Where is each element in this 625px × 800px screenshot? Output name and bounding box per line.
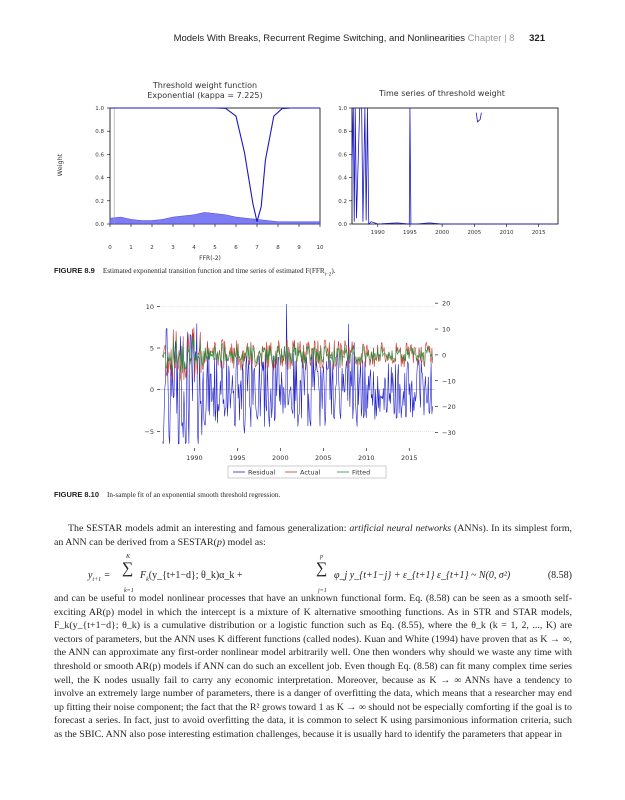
- paragraph-1: [54, 522, 572, 549]
- para1-part-a: The SESTAR models admit an interesting and famous generalization:: [68, 523, 350, 534]
- y-tick-label: 0.8: [338, 129, 347, 136]
- x-tick-label: 2010: [499, 230, 514, 236]
- right-panel-plot: [338, 106, 558, 236]
- eq-sum1: ∑: [122, 560, 134, 577]
- figure-8-10-caption-text: In-sample fit of an exponential smooth threshold regression.: [107, 491, 281, 499]
- eq-sum2-lower: j=1: [318, 588, 327, 594]
- figure-8-10-caption: [54, 490, 280, 499]
- y-tick-label: 1.0: [338, 106, 347, 112]
- eq-sum2-upper: p: [320, 554, 323, 560]
- para1-emphasis: artificial neural networks: [349, 523, 452, 534]
- chapter-label: Chapter | 8: [467, 33, 515, 44]
- eq-term1-rest: (y_{t+1−d}; θ_k)α_k +: [148, 570, 243, 581]
- y-tick-label: 0.8: [95, 129, 104, 136]
- threshold-weight-blip: [476, 113, 481, 122]
- left-plot-frame: [110, 108, 320, 224]
- figure-8-10-label: FIGURE 8.10: [54, 490, 100, 499]
- eq-sum2: ∑: [316, 560, 328, 577]
- eq-lhs: $y_{t+1}$ =: [88, 570, 111, 583]
- eq-term2: φ_j y_{t+1−j} + ε_{t+1} ε_{t+1} ~ N(0, σ²): [334, 570, 511, 581]
- x-axis-label: FFR(-2): [199, 255, 221, 262]
- figure-8-10: [0, 288, 625, 488]
- right-y-tick-label: −10: [442, 377, 456, 386]
- x-tick-label: 2: [150, 245, 154, 251]
- x-tick-label: 5: [213, 245, 217, 251]
- x-tick-label: 2005: [315, 454, 332, 462]
- x-tick-label: 1995: [402, 230, 417, 236]
- threshold-weight-line: [352, 108, 557, 224]
- y-tick-label: 0.6: [95, 152, 104, 159]
- x-tick-label: 2010: [357, 454, 375, 462]
- y-tick-label: 0.6: [338, 152, 347, 159]
- legend-label: Actual: [300, 468, 321, 477]
- x-tick-label: 7: [255, 245, 259, 251]
- para1-part-c: ) model as:: [221, 536, 266, 548]
- x-tick-label: 3: [171, 245, 175, 251]
- right-y-tick-label: −30: [442, 428, 456, 437]
- left-panel-title-1: Threshold weight function: [152, 81, 258, 90]
- x-tick-label: 2015: [531, 230, 546, 236]
- y-tick-label: 0.0: [95, 222, 104, 228]
- right-y-tick-label: −20: [442, 403, 456, 412]
- right-panel-title: Time series of threshold weight: [379, 89, 505, 98]
- y-tick-label: 0.4: [338, 175, 347, 182]
- eq-sum1-lower: k=1: [124, 588, 134, 594]
- paragraph-2: [54, 592, 572, 742]
- left-y-tick-label: −5: [144, 427, 154, 436]
- eq-number: (8.58): [547, 570, 572, 581]
- left-panel-plot: [95, 106, 324, 251]
- y-tick-label: 1.0: [95, 106, 104, 112]
- density-area: [110, 212, 320, 224]
- eq-lhs-y: y: [88, 570, 93, 581]
- residual-line: [163, 304, 433, 444]
- y-tick-label: 0.2: [338, 198, 347, 205]
- y-tick-label: 0.4: [95, 175, 104, 182]
- legend-label: Fitted: [352, 468, 371, 477]
- legend-label: Residual: [248, 468, 276, 477]
- y-tick-label: 0.2: [95, 198, 104, 205]
- x-tick-label: 6: [234, 245, 238, 251]
- left-y-tick-label: 0: [149, 386, 154, 395]
- eq-term1: $F_k(y\_\{t+1-d\}$; θ_k)α_k +: [140, 570, 243, 583]
- x-tick-label: 2000: [435, 230, 450, 236]
- para1-part-b: (ANNs). In its simplest form, an ANN can be derived from a SESTAR(: [54, 523, 572, 548]
- running-title: Models With Breaks, Recurrent Regime Switching, and Nonlinearities: [173, 33, 466, 44]
- figure-8-9-label: FIGURE 8.9: [54, 266, 95, 275]
- x-tick-label: 1: [129, 245, 133, 251]
- right-y-tick-label: 0: [442, 351, 447, 360]
- figure-8-9-caption-end: ).: [331, 267, 336, 275]
- eq-sum1-upper: K: [126, 554, 131, 560]
- y-tick-label: 0.0: [338, 222, 347, 228]
- para2-text: and can be useful to model nonlinear processes that have an unknown functional form. Eq. (8.58) can be seen as a smooth self-exciting AR(p) model in which the intercept is a mixture of K alternative smoothing functions. As in STR and STAR models, F_k(y_{t+1−d}; θ_k) is a cumulative distribution or a logistic function such as Eq. (8.55), where the θ_k (k = 1, 2, ..., K) are vectors of parameters, but the ANN uses K different functions (called nodes). Kuan and White (1994) have proven that as K → ∞, the ANN can approximate any first-order nonlinear model arbitrarily well. One then wonders why should we waste any time with threshold or smooth AR(p) models if ANN can do such an excellent job. Even though Eq. (8.58) can fit many complex time series well, the K nodes usually fail to carry any economic interpretation. Moreover, because as K → ∞ ANNs have a tendency to involve an extremely large number of parameters, there is a danger of overfitting the data, which means that a researcher may end up fitting their noise component; the fact that the R² grows toward 1 as K → ∞ should not be especially comforting if the goal is to forecast a series. In fact, just to avoid overfitting the data, it is common to select K using parsimonious information criteria, such as the SBIC. ANN also pose interesting estimation challenges, because it is usually hard to identify the parameters that appear in: [54, 593, 572, 740]
- x-tick-label: 4: [192, 245, 196, 251]
- x-tick-label: 1990: [186, 454, 203, 462]
- left-y-tick-label: 5: [149, 344, 154, 353]
- fit-panel-plot: [144, 300, 455, 478]
- figure-8-9-caption: [54, 266, 336, 277]
- x-tick-label: 10: [316, 245, 324, 251]
- right-y-tick-label: 20: [442, 299, 451, 308]
- para1-p: p: [216, 536, 222, 548]
- x-tick-label: 9: [297, 245, 301, 251]
- right-y-tick-label: 10: [442, 325, 451, 334]
- x-tick-label: 0: [108, 245, 112, 251]
- x-tick-label: 2005: [467, 230, 482, 236]
- y-axis-label: Weight: [56, 153, 64, 177]
- left-y-tick-label: 10: [145, 302, 154, 311]
- figure-8-9-caption-text: Estimated exponential transition function and time series of estimated F(FFR: [102, 267, 325, 275]
- transition-function-line: [110, 108, 320, 222]
- x-tick-label: 1995: [229, 454, 246, 462]
- page-number: 321: [529, 33, 545, 44]
- x-tick-label: 1990: [370, 230, 385, 236]
- figure-8-9-caption-sub: t−2: [324, 272, 332, 278]
- running-header: [174, 33, 545, 44]
- x-tick-label: 2000: [272, 454, 289, 462]
- right-plot-frame: [352, 108, 558, 224]
- left-panel-title-2: Exponential (kappa = 7.225): [147, 91, 263, 100]
- x-tick-label: 2015: [400, 454, 418, 462]
- x-tick-label: 8: [276, 245, 280, 251]
- eq-F: F: [140, 570, 147, 581]
